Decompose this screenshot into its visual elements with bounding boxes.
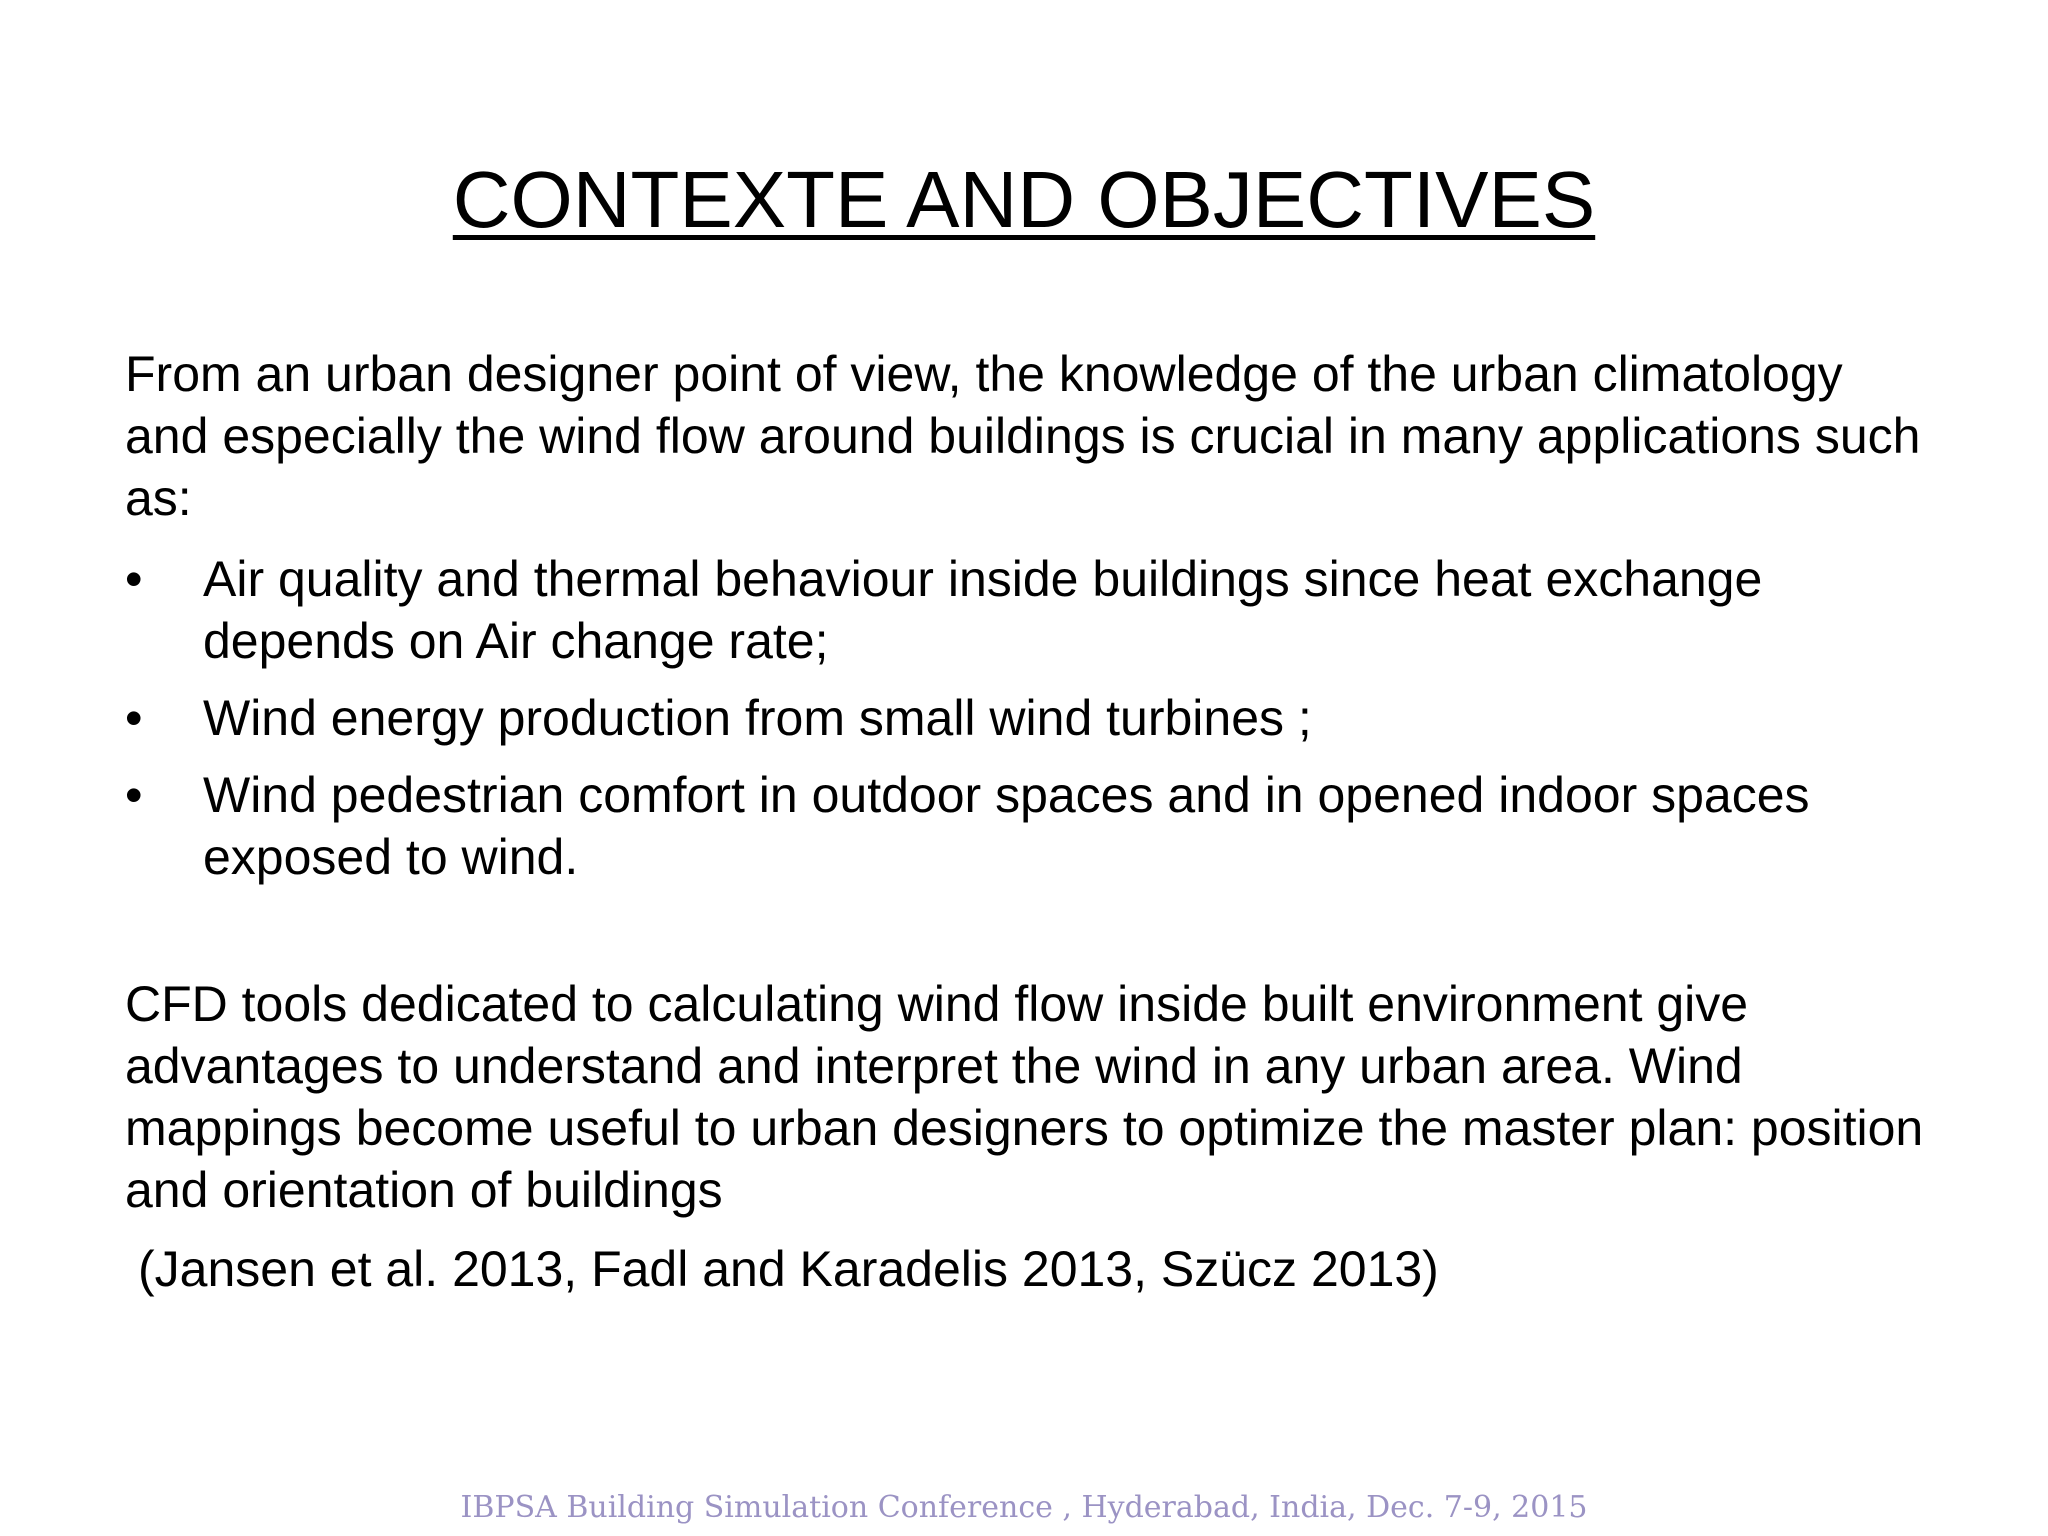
bullet-text: Wind energy production from small wind turbines ; bbox=[203, 690, 1312, 746]
cfd-paragraph: CFD tools dedicated to calculating wind flow inside built environment give advantages to understand and interpret the wind in any urban area. Wind mappings become useful to urban designers to optimize the master plan: position and orientation of buildings bbox=[125, 976, 1924, 1218]
intro-paragraph: From an urban designer point of view, the knowledge of the urban climatology and especially the wind flow around buildings is crucial in many applications such as: bbox=[125, 346, 1921, 526]
bullet-item bbox=[125, 764, 1925, 888]
slide-title: CONTEXTE AND OBJECTIVES bbox=[452, 155, 1596, 244]
bullet-item bbox=[125, 687, 1925, 749]
bullet-item bbox=[125, 548, 1925, 672]
bullet-marker: • bbox=[125, 767, 143, 823]
bullet-text: Air quality and thermal behaviour inside buildings since heat exchange depends on Air change rate; bbox=[203, 551, 1763, 669]
bullet-marker: • bbox=[125, 690, 143, 746]
bullet-text: Wind pedestrian comfort in outdoor spaces and in opened indoor spaces exposed to wind. bbox=[203, 767, 1810, 885]
bullet-marker: • bbox=[125, 551, 143, 607]
bullet-list bbox=[125, 548, 1925, 903]
conference-footer: IBPSA Building Simulation Conference , Hyderabad, India, Dec. 7-9, 2015 bbox=[460, 1490, 1588, 1525]
citation: (Jansen et al. 2013, Fadl and Karadelis 2013, Szücz 2013) bbox=[138, 1241, 1439, 1297]
